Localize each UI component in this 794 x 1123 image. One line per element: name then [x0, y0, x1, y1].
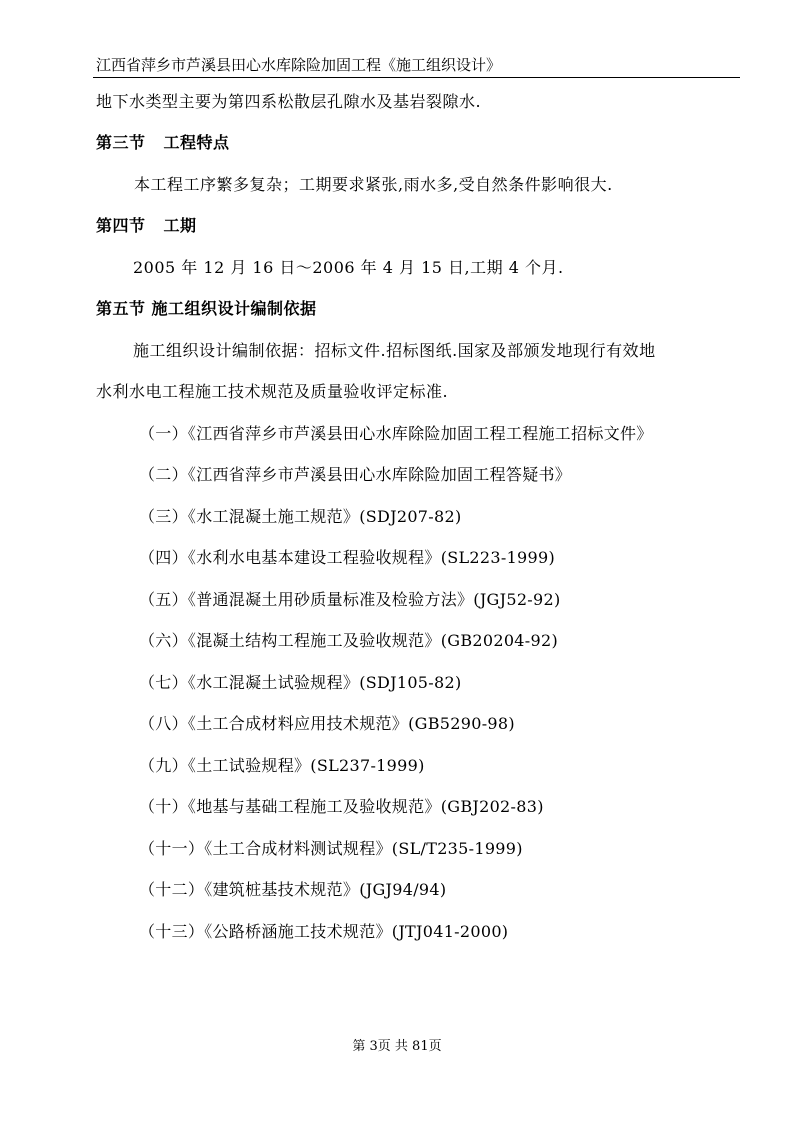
reference-item: （四）《水利水电基本建设工程验收规程》(SL223-1999)	[139, 548, 556, 567]
reference-item: （一）《江西省萍乡市芦溪县田心水库除险加固工程工程施工招标文件》	[139, 424, 653, 443]
section-3-text: 本工程工序繁多复杂；工期要求紧张,雨水多,受自然条件影响很大.	[134, 175, 613, 194]
reference-item: （十二）《建筑桩基技术规范》(JGJ94/94)	[139, 880, 447, 899]
reference-item: （九）《土工试验规程》(SL237-1999)	[139, 756, 425, 775]
section-4-number: 第四节	[96, 216, 146, 235]
reference-item: （七）《水工混凝土试验规程》(SDJ105-82)	[139, 673, 462, 692]
reference-item: （十）《地基与基础工程施工及验收规范》(GBJ202-83)	[139, 797, 544, 816]
section-5-text-line-1: 施工组织设计编制依据：招标文件.招标图纸.国家及部颁发地现行有效地	[133, 341, 656, 360]
section-3-title: 工程特点	[163, 133, 230, 152]
section-5-title: 施工组织设计编制依据	[151, 299, 317, 318]
page-number: 第 3页 共 81页	[352, 1039, 442, 1054]
intro-line: 地下水类型主要为第四系松散层孔隙水及基岩裂隙水.	[96, 92, 482, 111]
reference-item: （三）《水工混凝土施工规范》(SDJ207-82)	[139, 507, 462, 526]
section-5-text-line-2: 水利水电工程施工技术规范及质量验收评定标准.	[96, 382, 449, 401]
reference-item: （二）《江西省萍乡市芦溪县田心水库除险加固工程答疑书》	[139, 465, 572, 484]
running-header: 江西省萍乡市芦溪县田心水库除险加固工程《施工组织设计》	[96, 56, 502, 74]
section-5-number: 第五节	[96, 299, 146, 318]
section-4-title: 工期	[163, 216, 197, 235]
section-5-heading	[96, 299, 317, 319]
section-4-text: 2005 年 12 月 16 日～2006 年 4 月 15 日,工期 4 个月.	[133, 258, 564, 277]
reference-item: （十三）《公路桥涵施工技术规范》(JTJ041-2000)	[139, 922, 509, 941]
section-4-heading	[96, 216, 197, 236]
reference-item: （十一）《土工合成材料测试规程》(SL/T235-1999)	[139, 839, 523, 858]
reference-item: （六）《混凝土结构工程施工及验收规范》(GB20204-92)	[139, 631, 558, 650]
header-rule	[93, 77, 740, 78]
section-3-heading	[96, 133, 230, 153]
reference-item: （八）《土工合成材料应用技术规范》(GB5290-98)	[139, 714, 515, 733]
reference-item: （五）《普通混凝土用砂质量标准及检验方法》(JGJ52-92)	[139, 590, 561, 609]
section-3-number: 第三节	[96, 133, 146, 152]
